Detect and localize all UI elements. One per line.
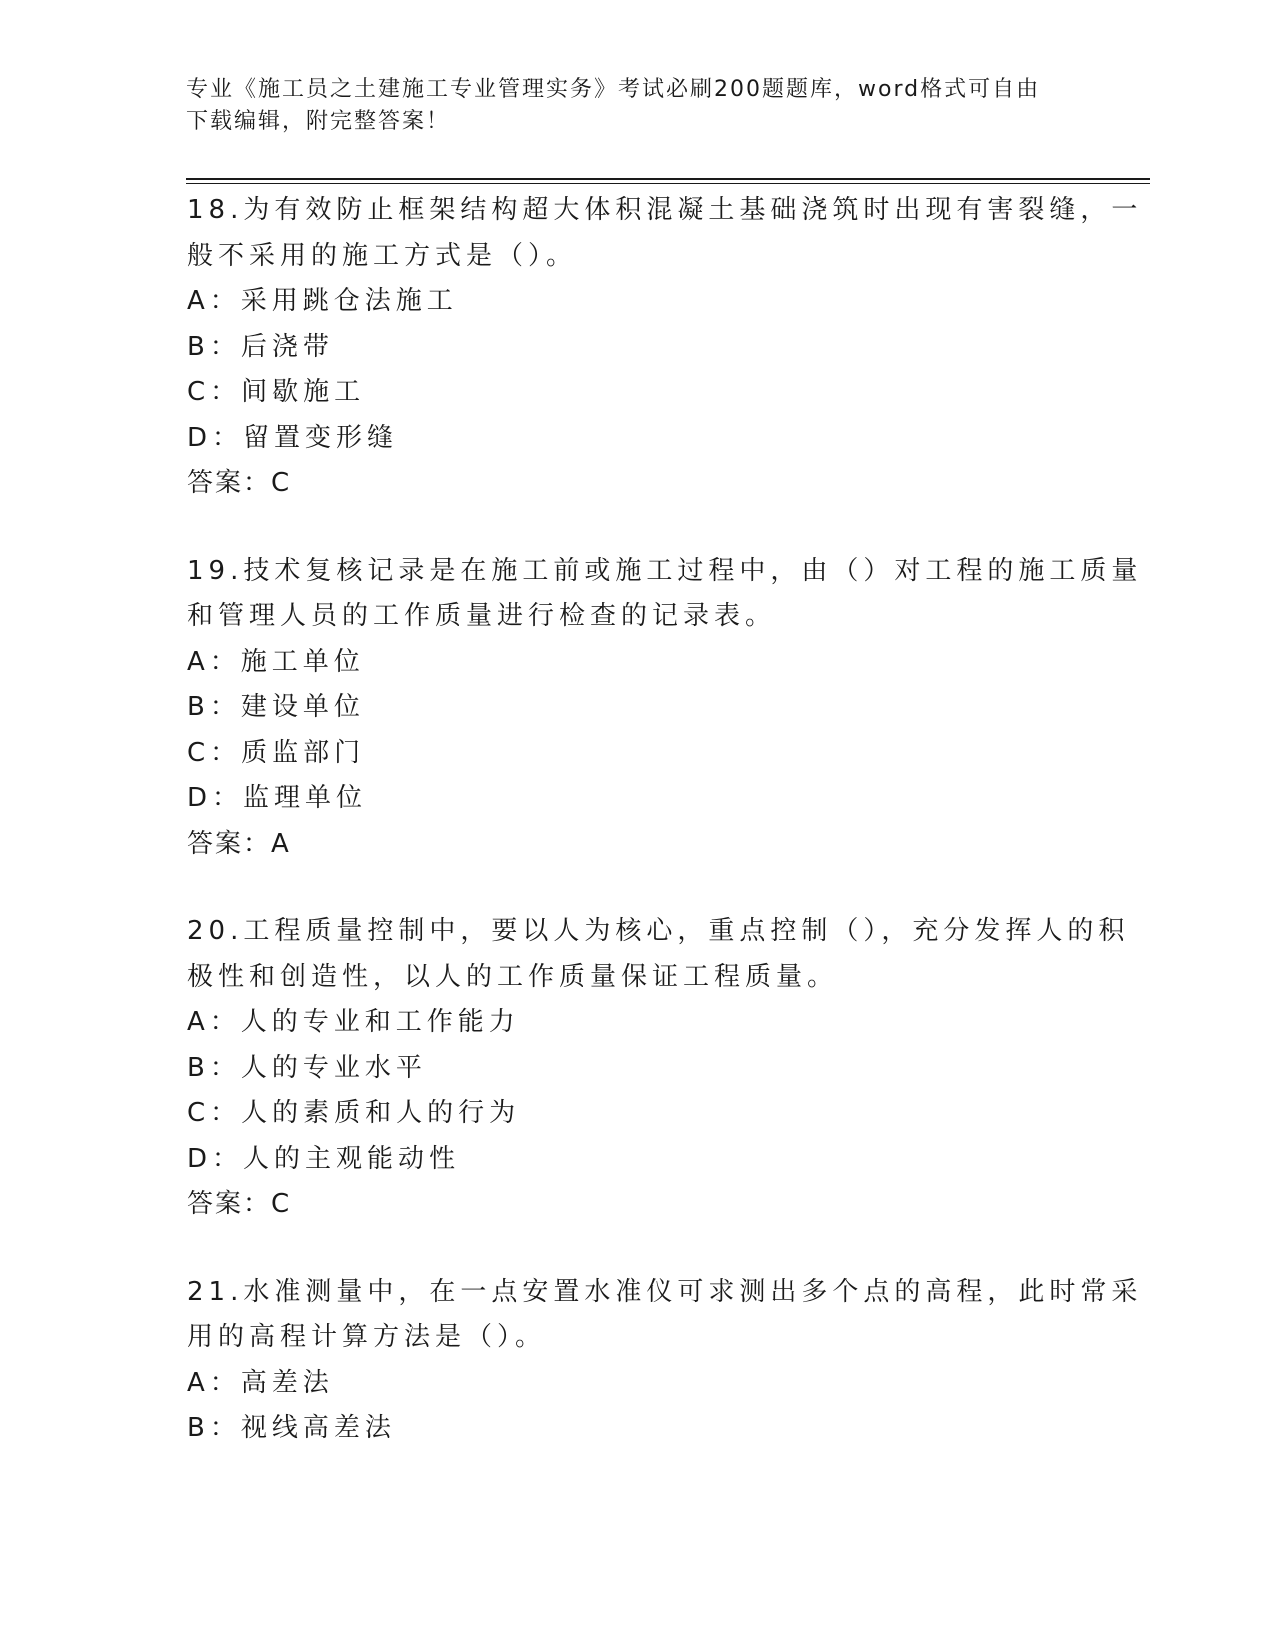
option-a: A：施工单位 <box>187 646 365 677</box>
question-stem-line: 和管理人员的工作质量进行检查的记录表。 <box>187 601 777 631</box>
question-19 <box>187 549 1143 868</box>
option-b: B：建设单位 <box>187 692 365 722</box>
option-a: A：高差法 <box>187 1367 334 1398</box>
option-c: C：质监部门 <box>187 737 366 768</box>
option-c: C：间歇施工 <box>187 377 366 407</box>
question-stem-line: 用的高程计算方法是（）。 <box>187 1322 547 1352</box>
question-stem-line: 20.工程质量控制中，要以人为核心，重点控制（），充分发挥人的积 <box>187 916 1130 946</box>
header-divider-thick <box>186 178 1150 180</box>
option-b: B：人的专业水平 <box>187 1052 427 1083</box>
question-18 <box>187 188 1143 507</box>
answer-line: 答案：A <box>187 828 291 859</box>
question-stem-line: 极性和创造性，以人的工作质量保证工程质量。 <box>187 961 839 992</box>
option-a: A：人的专业和工作能力 <box>187 1007 520 1037</box>
document-header <box>186 74 1066 138</box>
question-20 <box>187 909 1130 1228</box>
question-list <box>187 188 1143 1494</box>
question-stem-line: 18.为有效防止框架结构超大体积混凝土基础浇筑时出现有害裂缝，一 <box>187 195 1143 225</box>
header-line-2: 下载编辑，附完整答案！ <box>186 109 451 134</box>
answer-line: 答案：C <box>187 1189 292 1219</box>
option-d: D：监理单位 <box>187 783 368 813</box>
option-c: C：人的素质和人的行为 <box>187 1098 521 1128</box>
question-stem-line: 21.水准测量中，在一点安置水准仪可求测出多个点的高程，此时常采 <box>187 1276 1143 1307</box>
option-d: D：留置变形缝 <box>187 422 399 453</box>
header-divider-thin <box>186 183 1150 184</box>
option-b: B：视线高差法 <box>187 1413 396 1443</box>
answer-line: 答案：C <box>187 468 292 498</box>
option-b: B：后浇带 <box>187 331 334 362</box>
question-21 <box>187 1270 1143 1452</box>
question-stem-line: 般不采用的施工方式是（）。 <box>187 240 578 271</box>
question-stem-line: 19.技术复核记录是在施工前或施工过程中，由（）对工程的施工质量 <box>187 555 1143 586</box>
header-line-1: 专业《施工员之土建施工专业管理实务》考试必刷200题题库，word格式可自由 <box>186 77 1041 102</box>
option-d: D：人的主观能动性 <box>187 1143 461 1174</box>
option-a: A：采用跳仓法施工 <box>187 286 458 316</box>
